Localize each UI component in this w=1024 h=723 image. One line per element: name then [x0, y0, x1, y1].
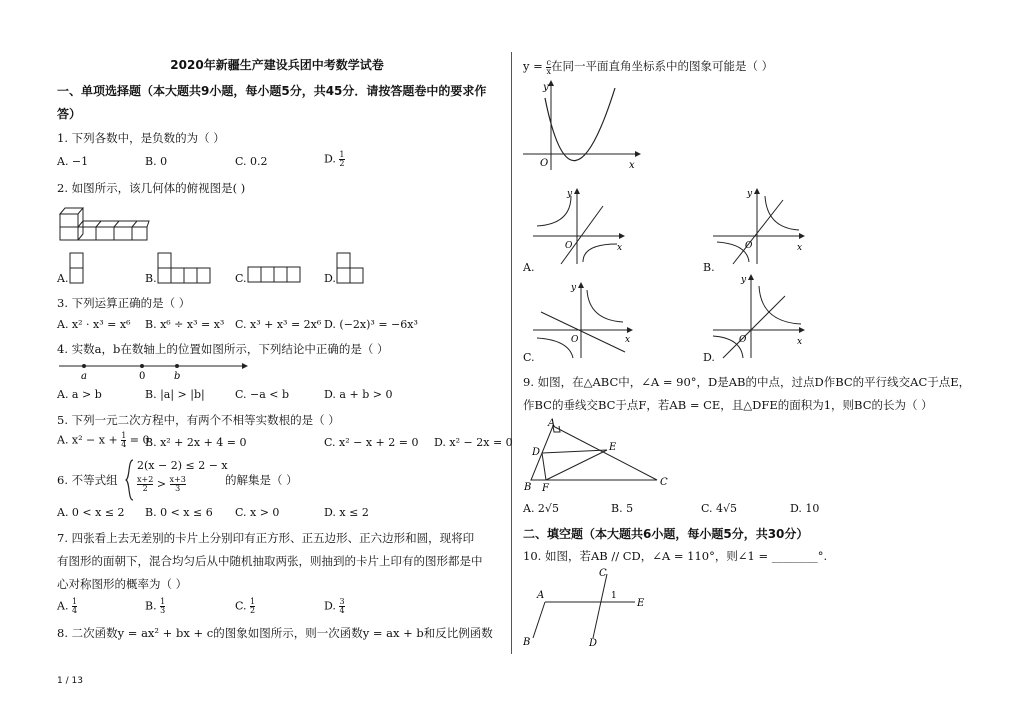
q8-option-d: D. [703, 351, 715, 364]
svg-text:C: C [660, 477, 668, 488]
q9-line2: 作BC的垂线交BC于点F，若AB = CE，且△DFE的面积为1，则BC的长为（ ） [523, 398, 933, 412]
q3-stem: 3. 下列运算正确的是（ ） [57, 296, 191, 310]
svg-text:y: y [567, 189, 573, 199]
q1-option-a: A. −1 [57, 155, 89, 168]
q2-option-a-figure [69, 252, 85, 286]
q4-option-d: D. a + b > 0 [324, 388, 393, 401]
q2-option-a: A. [57, 272, 69, 285]
q4-option-c: C. −a < b [235, 388, 290, 401]
svg-text:y: y [741, 275, 747, 285]
q4-label-a: a [81, 371, 87, 382]
q8-option-c: C. [523, 351, 535, 364]
q5-option-d: D. x² − 2x = 0 [434, 436, 513, 449]
q2-option-b-figure [157, 252, 213, 286]
svg-text:O: O [745, 241, 753, 251]
svg-text:x: x [797, 243, 803, 253]
q4-option-a: A. a > b [57, 388, 102, 401]
q7-line2: 有图形的面朝下，混合均匀后从中随机抽取两张，则抽到的卡片上印有的图形都是中 [57, 554, 483, 568]
q7-line1: 7. 四张看上去无差别的卡片上分别印有正方形、正五边形、正六边形和圆，现将印 [57, 531, 475, 545]
page-number: 1 / 13 [57, 676, 83, 686]
svg-text:x: x [629, 160, 635, 171]
q2-stem: 2. 如图所示，该几何体的俯视图是( ) [57, 181, 246, 195]
q8-parabola-graph [523, 78, 643, 173]
svg-text:O: O [739, 335, 747, 345]
svg-text:O: O [540, 158, 549, 169]
q6-option-a: A. 0 < x ≤ 2 [57, 506, 125, 519]
q2-option-c: C. [235, 272, 247, 285]
q9-line1: 9. 如图，在△ABC中，∠A = 90°，D是AB的中点，过点D作BC的平行线交AC于点E， [523, 375, 971, 389]
q9-option-b: B. 5 [611, 502, 634, 515]
q10-stem: 10. 如图，若AB // CD，∠A = 110°，则∠1 = ________°. [523, 549, 828, 563]
page-title: 2020年新疆生产建设兵团中考数学试卷 [170, 58, 384, 72]
q6-row2: $\frac{x+2}{2}$ > $\frac{x+3}{3}$ [137, 475, 186, 493]
q9-triangle-figure [523, 418, 673, 494]
q8-option-b: B. [703, 261, 715, 274]
svg-text:x: x [797, 337, 803, 347]
svg-text:y: y [571, 283, 577, 293]
svg-text:O: O [571, 335, 579, 345]
q6-row1: 2(x − 2) ≤ 2 − x [137, 459, 228, 472]
svg-text:E: E [637, 598, 645, 609]
q9-option-c: C. 4√5 [701, 502, 738, 515]
q2-option-d: D. [324, 272, 336, 285]
section1-heading-line1: 一、单项选择题（本大题共9小题，每小题5分，共45分．请按答题卷中的要求作 [57, 84, 487, 98]
q3-option-a: A. x² · x³ = x⁶ [57, 318, 131, 331]
q7-line3: 心对称图形的概率为（ ） [57, 577, 188, 591]
q8-option-d-graph [711, 272, 811, 360]
q2-option-c-figure [247, 266, 303, 284]
q6-option-c: C. x > 0 [235, 506, 280, 519]
q2-solid-figure [57, 200, 152, 242]
q4-stem: 4. 实数a，b在数轴上的位置如图所示，下列结论中正确的是（ ） [57, 342, 389, 356]
section1-heading-line2: 答） [57, 107, 82, 121]
svg-text:y: y [747, 189, 753, 199]
q6-prefix: 6. 不等式组 [57, 473, 118, 487]
q7-option-d: D. $\frac{3}{4}$ [324, 597, 345, 615]
svg-text:1: 1 [611, 591, 617, 601]
q4-option-b: B. |a| > |b| [145, 388, 205, 401]
q1-option-b: B. 0 [145, 155, 168, 168]
svg-text:D: D [589, 638, 598, 646]
svg-text:B: B [523, 637, 531, 646]
q4-number-line [57, 358, 257, 382]
q4-label-b: b [174, 371, 181, 382]
q8-line1: 8. 二次函数y = ax² + bx + c的图象如图所示，则一次函数y = ax + b和反比例函数 [57, 626, 493, 640]
q1-option-d: D. $\frac{1}{2}$ [324, 150, 345, 168]
q3-option-b: B. x⁶ ÷ x³ = x³ [145, 318, 225, 331]
q2-option-b: B. [145, 272, 157, 285]
section2-heading: 二、填空题（本大题共6小题，每小题5分，共30分） [523, 527, 809, 541]
svg-text:x: x [617, 243, 623, 253]
q5-option-a: A. x² − x + $\frac{1}{4}$ = 0 [57, 431, 150, 449]
q9-option-d: D. 10 [790, 502, 820, 515]
q7-option-a: A. $\frac{1}{4}$ [57, 597, 78, 615]
svg-text:O: O [565, 241, 573, 251]
q5-stem: 5. 下列一元二次方程中，有两个不相等实数根的是（ ） [57, 413, 340, 427]
svg-text:A: A [537, 590, 545, 601]
q6-option-b: B. 0 < x ≤ 6 [145, 506, 213, 519]
q5-option-c: C. x² − x + 2 = 0 [324, 436, 419, 449]
q5-option-b: B. x² + 2x + 4 = 0 [145, 436, 247, 449]
q8-option-b-graph [711, 186, 811, 266]
q7-option-c: C. $\frac{1}{2}$ [235, 597, 256, 615]
svg-text:F: F [542, 483, 549, 494]
q10-parallel-figure [523, 566, 663, 646]
q2-option-d-figure [336, 252, 368, 286]
q6-option-d: D. x ≤ 2 [324, 506, 369, 519]
q6-suffix: 的解集是（ ） [225, 473, 298, 487]
svg-text:C: C [599, 568, 607, 579]
q3-option-d: D. (−2x)³ = −6x³ [324, 318, 418, 331]
q9-option-a: A. 2√5 [523, 502, 559, 515]
q1-stem: 1. 下列各数中，是负数的为（ ） [57, 131, 225, 145]
q8-line2: y = $\frac{c}{x}$ 在同一平面直角坐标系中的图象可能是（ ） [523, 57, 774, 76]
svg-text:B: B [524, 482, 532, 493]
svg-text:E: E [609, 442, 617, 453]
svg-text:A: A [548, 418, 556, 429]
svg-text:y: y [543, 82, 549, 93]
q8-option-a-graph [531, 186, 631, 266]
q4-label-0: 0 [139, 371, 146, 382]
q7-option-b: B. $\frac{1}{3}$ [145, 597, 166, 615]
q8-option-c-graph [531, 280, 641, 360]
svg-text:x: x [625, 335, 631, 345]
svg-text:D: D [532, 447, 541, 458]
q8-option-a: A. [523, 261, 535, 274]
q1-option-c: C. 0.2 [235, 155, 268, 168]
q6-brace [125, 459, 135, 501]
column-divider [511, 52, 512, 654]
q3-option-c: C. x³ + x³ = 2x⁶ [235, 318, 322, 331]
